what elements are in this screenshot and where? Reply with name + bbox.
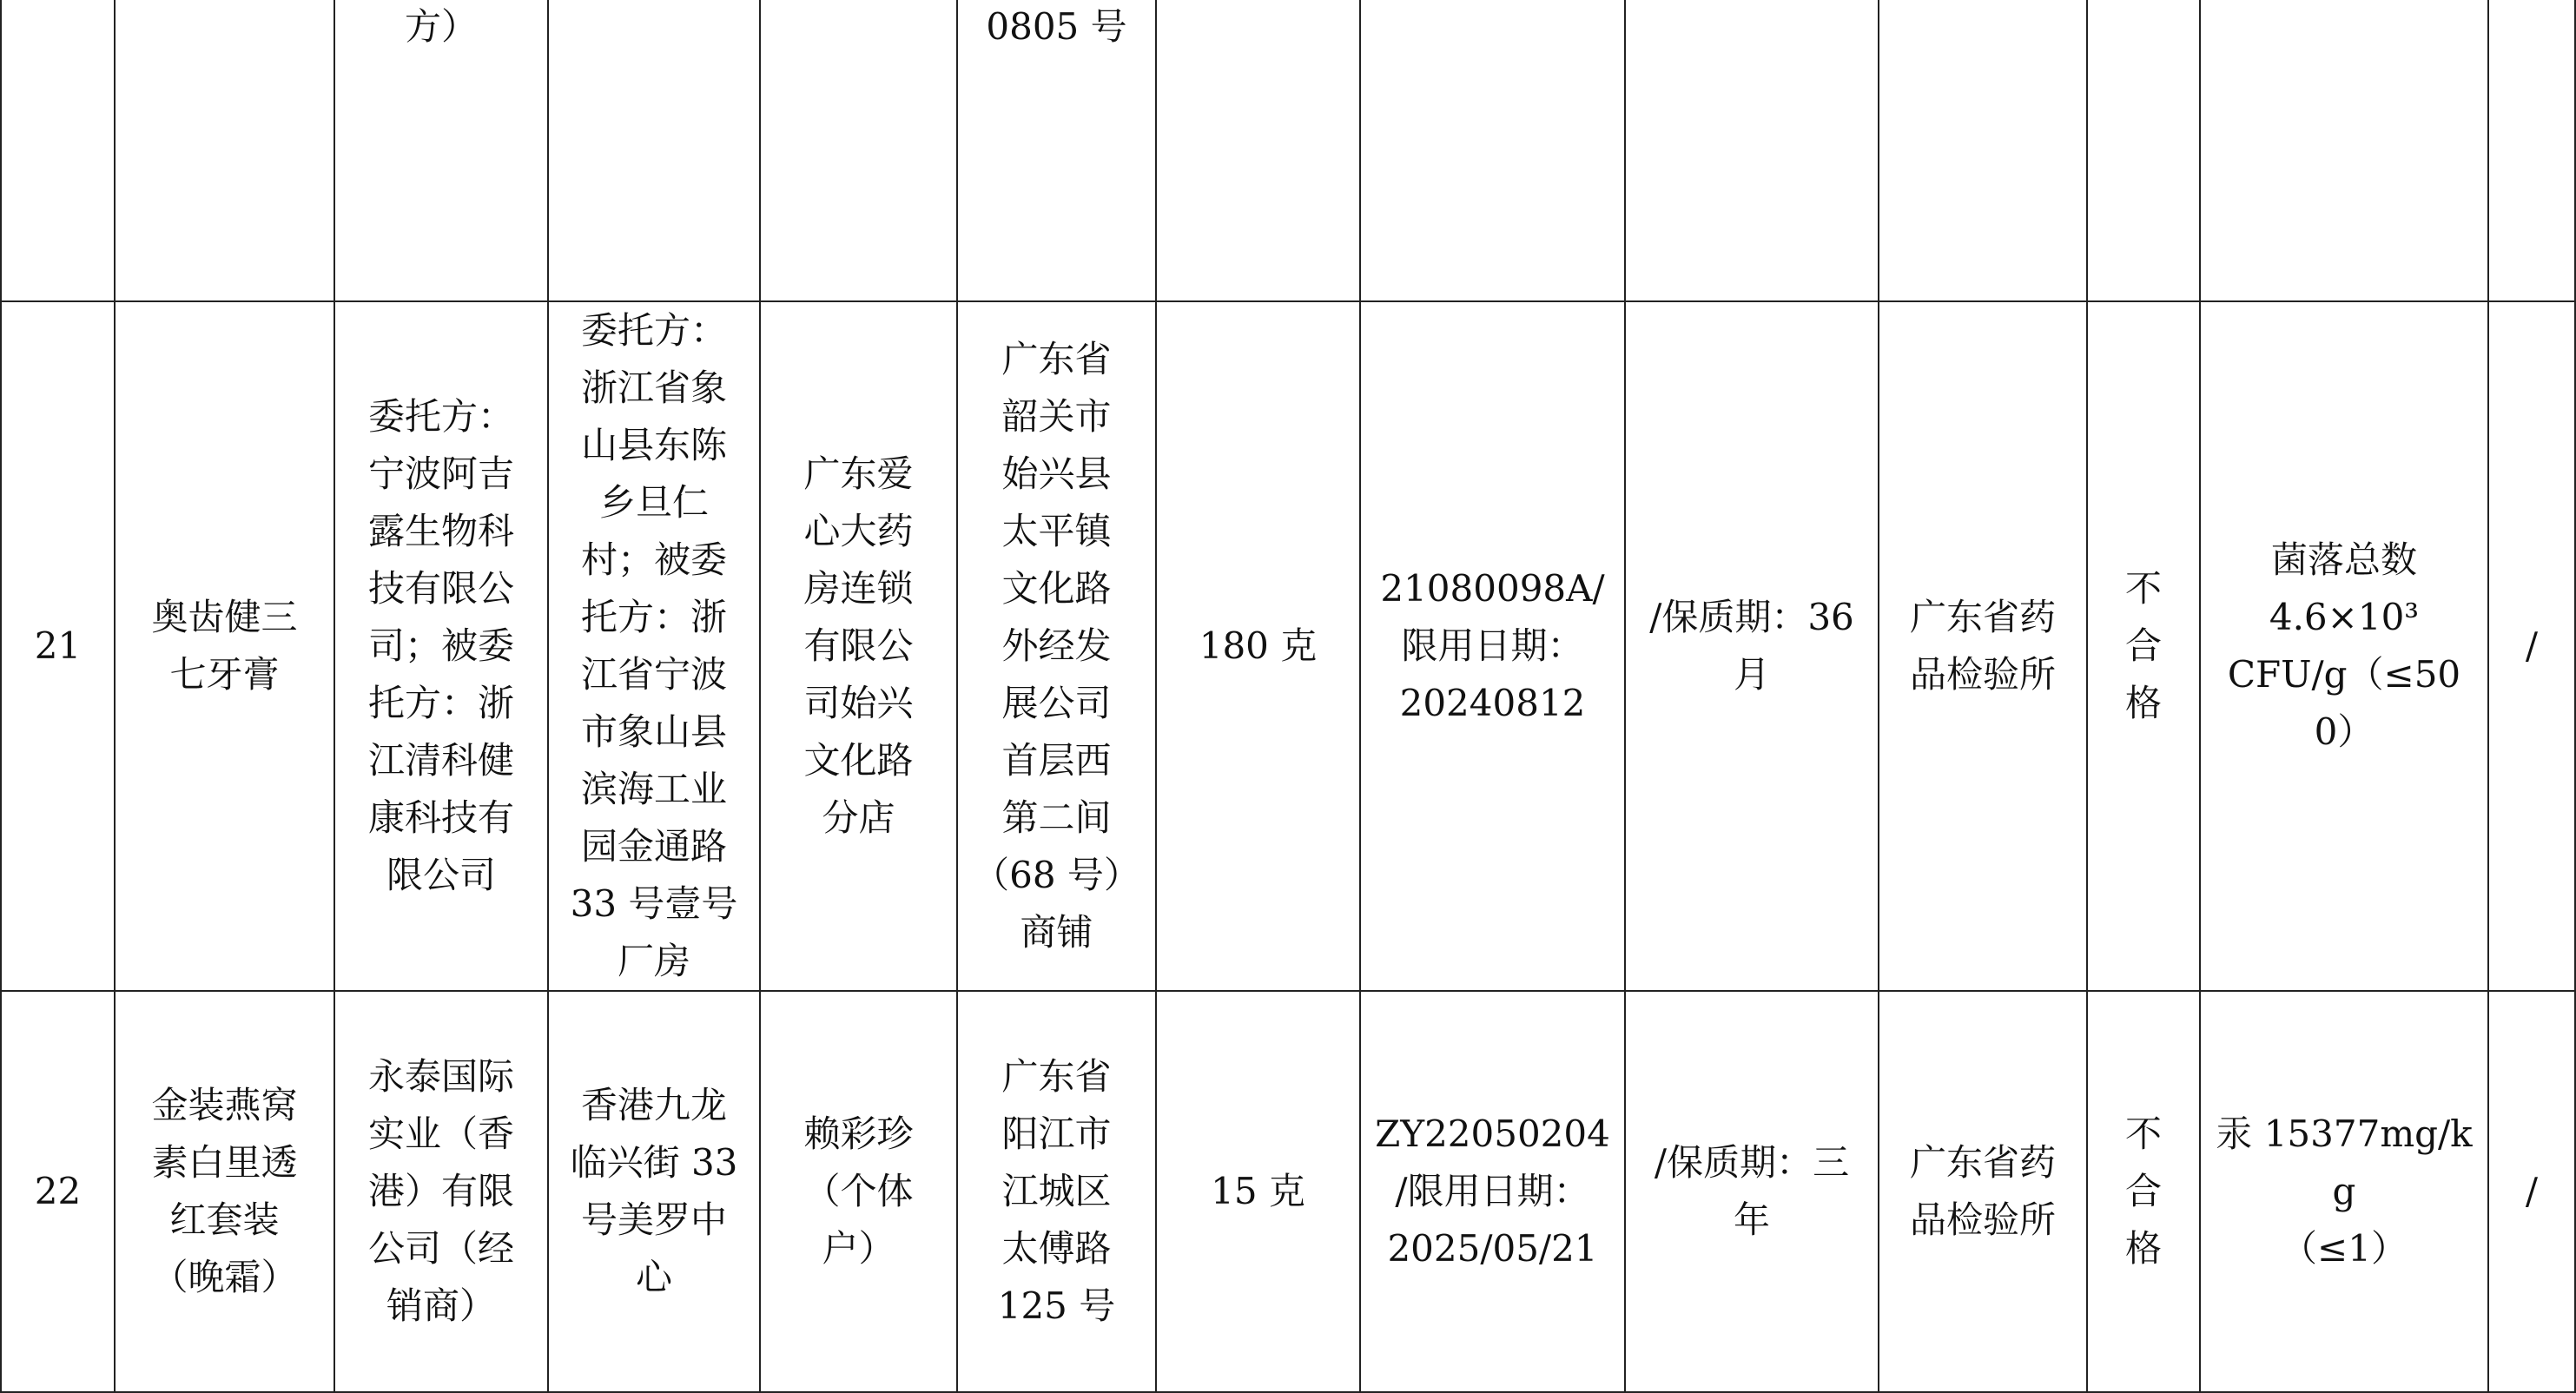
- cell-text-line: 合: [2124, 624, 2162, 667]
- cell-text-line: 奥齿健三: [151, 596, 298, 638]
- cell-text-line: /: [2525, 624, 2539, 667]
- manufacturer-name-cell: [334, 0, 548, 301]
- manufacturer-address-cell: [548, 991, 760, 1392]
- cell-text-line: 公司（经: [367, 1227, 514, 1270]
- cell-text-line: 技有限公: [367, 567, 514, 610]
- cell-text-line: 20240812: [1399, 682, 1586, 724]
- cell-text-line: 太傅路: [1001, 1227, 1112, 1270]
- cell-text-line: 园金通路: [580, 825, 727, 868]
- cell-text-line: 房连锁: [803, 567, 914, 610]
- cell-text-line: /限用日期：: [1395, 1170, 1590, 1212]
- cell-text-line: 第二间: [1001, 796, 1112, 839]
- cell-text-line: 托方：浙: [580, 596, 727, 638]
- cell-text-line: （晚霜）: [151, 1256, 298, 1298]
- cell-text-line: 韶关市: [1001, 395, 1112, 438]
- manufacturer-name-cell: [334, 991, 548, 1392]
- sampled-unit-name-cell: [760, 0, 957, 301]
- testing-agency-cell: [1879, 301, 2087, 991]
- specification-cell: [1156, 301, 1360, 991]
- cell-text-line: 江城区: [1001, 1170, 1112, 1212]
- cell-text-line: 商铺: [1020, 911, 1093, 954]
- cell-text-line: 心: [635, 1256, 672, 1298]
- cell-text-line: 21080098A/: [1380, 567, 1605, 610]
- cell-text-line: 外经发: [1001, 624, 1112, 667]
- cell-text-line: 展公司: [1001, 682, 1112, 724]
- cell-text-line: ZY22050204: [1375, 1112, 1610, 1155]
- cell-text-line: 赖彩珍: [803, 1112, 914, 1155]
- serial-number-cell: [1, 0, 115, 301]
- table-row: [1, 301, 2575, 991]
- cell-text-line: 汞 15377mg/kg: [2216, 1112, 2473, 1212]
- sampled-unit-address-cell: [957, 301, 1156, 991]
- cell-text-line: 文化路: [803, 739, 914, 782]
- cell-text-line: 15 克: [1211, 1170, 1305, 1212]
- cell-text-line: 年: [1733, 1198, 1770, 1241]
- serial-number-cell: [1, 991, 115, 1392]
- manufacturer-address-cell: [548, 301, 760, 991]
- cell-text-line: /保质期：36: [1649, 596, 1854, 638]
- cell-text-line: 司；被委: [367, 624, 514, 667]
- cell-text-line: （个体: [803, 1170, 914, 1212]
- cell-text-line: 21: [34, 624, 82, 667]
- testing-agency-cell: [1879, 0, 2087, 301]
- result-cell: [2087, 991, 2200, 1392]
- cell-text-line: 合: [2124, 1170, 2162, 1212]
- sampled-unit-name-cell: [760, 301, 957, 991]
- cell-text-line: 4.6×10³: [2269, 596, 2420, 638]
- cell-text-line: 乡旦仁: [598, 481, 709, 524]
- cell-text-line: 始兴县: [1001, 452, 1112, 495]
- shelf-life-cell: [1625, 301, 1879, 991]
- cell-text-line: 红套装: [169, 1198, 280, 1241]
- cell-text-line: 不: [2124, 567, 2162, 610]
- cell-text-line: 临兴街 33: [570, 1141, 738, 1184]
- cell-text-line: 山县东陈: [580, 424, 727, 466]
- batch-number-cell: [1360, 0, 1625, 301]
- cell-text-line: 125 号: [997, 1284, 1116, 1327]
- cell-text-line: 司始兴: [803, 682, 914, 724]
- result-cell: [2087, 301, 2200, 991]
- cell-text-line: 180 克: [1199, 624, 1318, 667]
- cell-text-line: 金装燕窝: [151, 1084, 298, 1126]
- cell-text-line: 月: [1733, 653, 1770, 696]
- cell-text-line: 实业（香: [367, 1112, 514, 1155]
- product-name-cell: [115, 991, 334, 1392]
- cell-text-line: 委托方：: [367, 395, 514, 438]
- cell-text-line: 素白里透: [151, 1141, 298, 1184]
- manufacturer-name-cell: [334, 301, 548, 991]
- cell-text-line: 号美罗中: [580, 1198, 727, 1241]
- table-row: [1, 991, 2575, 1392]
- cell-text-line: 有限公: [803, 624, 914, 667]
- cell-text-line: 康科技有: [367, 796, 514, 839]
- sampled-unit-address-cell: [957, 991, 1156, 1392]
- product-name-cell: [115, 301, 334, 991]
- cell-text-line: 太平镇: [1001, 510, 1112, 552]
- cell-text-line: 0805 号: [986, 5, 1127, 48]
- manufacturer-address-cell: [548, 0, 760, 301]
- specification-cell: [1156, 0, 1360, 301]
- cell-text-line: 心大药: [803, 510, 914, 552]
- shelf-life-cell: [1625, 0, 1879, 301]
- cell-text-line: 江省宁波: [580, 653, 727, 696]
- cell-text-line: 广东省: [1001, 338, 1112, 380]
- batch-number-cell: [1360, 301, 1625, 991]
- cell-text-line: 滨海工业: [580, 768, 727, 810]
- cell-text-line: 香港九龙: [580, 1084, 727, 1126]
- failed-item-cell: [2200, 991, 2488, 1392]
- cell-text-line: 市象山县: [580, 710, 727, 753]
- table-row: [1, 0, 2575, 301]
- shelf-life-cell: [1625, 991, 1879, 1392]
- cell-text-line: 22: [34, 1170, 82, 1212]
- cell-text-line: 永泰国际: [367, 1055, 514, 1098]
- specification-cell: [1156, 991, 1360, 1392]
- cell-text-line: 广东爱: [803, 452, 914, 495]
- cell-text-line: 33 号壹号: [570, 882, 738, 925]
- cell-text-line: 阳江市: [1001, 1112, 1112, 1155]
- cell-text-line: 广东省: [1001, 1055, 1112, 1098]
- product-name-cell: [115, 0, 334, 301]
- cell-text-line: 限用日期：: [1401, 624, 1584, 667]
- cell-text-line: CFU/g（≤500）: [2227, 653, 2461, 753]
- cell-text-line: 格: [2124, 682, 2162, 724]
- failed-item-cell: [2200, 301, 2488, 991]
- cell-text-line: 品检验所: [1909, 653, 2056, 696]
- remarks-cell: [2488, 991, 2575, 1392]
- testing-agency-cell: [1879, 991, 2087, 1392]
- cell-text-line: 江清科健: [367, 739, 514, 782]
- cell-text-line: 菌落总数: [2270, 538, 2417, 581]
- remarks-cell: [2488, 0, 2575, 301]
- cell-text-line: （68 号）: [973, 854, 1140, 896]
- cell-text-line: 委托方：: [580, 309, 727, 352]
- cell-text-line: 托方：浙: [367, 682, 514, 724]
- cell-text-line: 户）: [822, 1227, 895, 1270]
- cell-text-line: 浙江省象: [580, 366, 727, 409]
- cell-text-line: 广东省药: [1909, 596, 2056, 638]
- cell-text-line: 宁波阿吉: [367, 452, 514, 495]
- cell-text-line: 村；被委: [580, 538, 727, 581]
- serial-number-cell: [1, 301, 115, 991]
- result-cell: [2087, 0, 2200, 301]
- cell-text-line: 2025/05/21: [1387, 1227, 1598, 1270]
- cell-text-line: 分店: [822, 796, 895, 839]
- cell-text-line: 销商）: [386, 1284, 496, 1327]
- cell-text-line: /: [2525, 1170, 2539, 1212]
- sampled-unit-address-cell: [957, 0, 1156, 301]
- cell-text-line: /保质期：三: [1654, 1141, 1850, 1184]
- sampled-unit-name-cell: [760, 991, 957, 1392]
- batch-number-cell: [1360, 991, 1625, 1392]
- cell-text-line: 厂房: [617, 940, 690, 982]
- cell-text-line: （≤1）: [2281, 1227, 2408, 1270]
- cell-text-line: 限公司: [386, 854, 496, 896]
- table-body: [1, 0, 2575, 1392]
- cell-text-line: 不: [2124, 1112, 2162, 1155]
- cell-text-line: 格: [2124, 1227, 2162, 1270]
- cell-text-line: 七牙膏: [169, 653, 280, 696]
- cell-text-line: 港）有限: [367, 1170, 514, 1212]
- cell-text-line: 露生物科: [367, 510, 514, 552]
- cell-text-line: 文化路: [1001, 567, 1112, 610]
- cell-text-line: 首层西: [1001, 739, 1112, 782]
- remarks-cell: [2488, 301, 2575, 991]
- cell-text-line: 品检验所: [1909, 1198, 2056, 1241]
- cell-text-line: 广东省药: [1909, 1141, 2056, 1184]
- cell-text-line: 方）: [404, 5, 478, 48]
- failed-item-cell: [2200, 0, 2488, 301]
